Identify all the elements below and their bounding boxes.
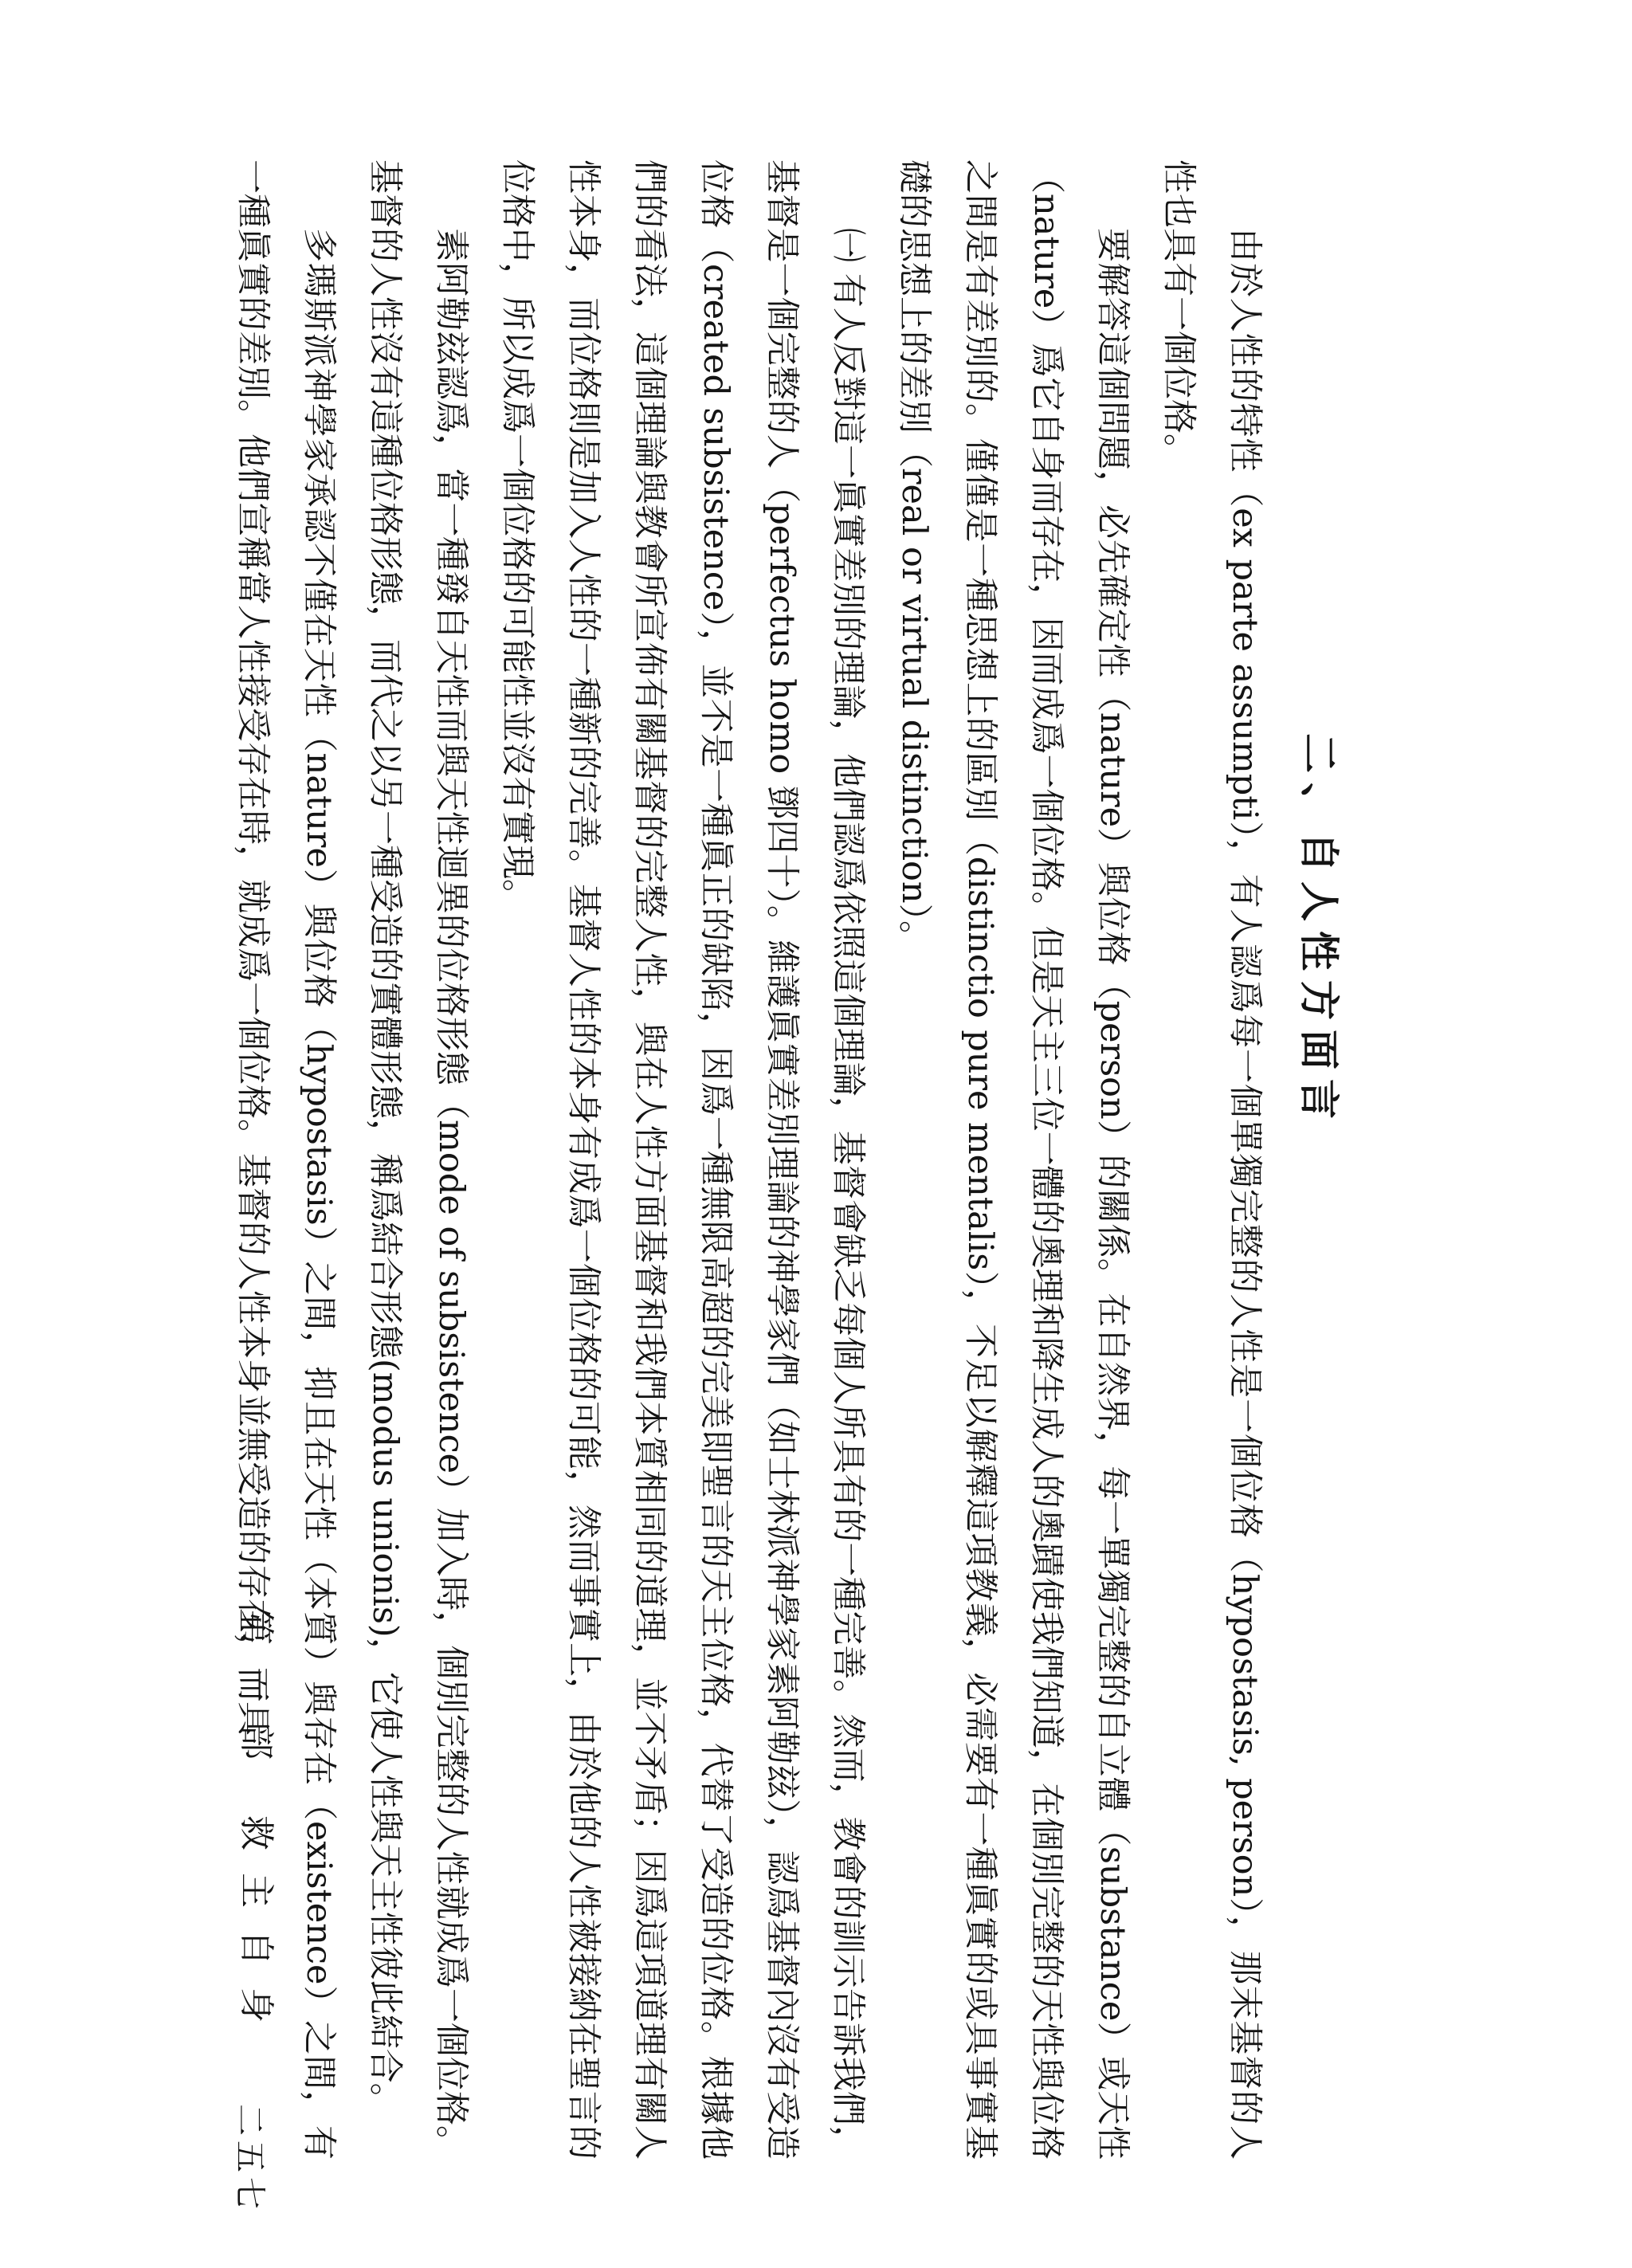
page-number xyxy=(227,2104,315,2214)
page-number-text: 二五七 xyxy=(231,2104,268,2214)
paragraph: 由於人性的特性（ex parte assumpti），有人認爲每一個單獨完整的人性是一個位格（hypostasis, person），那末基督的人性也具有一個位格。 xyxy=(1159,159,1265,2160)
paragraph: 多瑪斯派神學家承認不僅在天性（nature）與位格（hypostasis）之間，抑且在天性（本質）與存在（existence）之間，有一種眞實的差別。他們宣稱當人性接受存在時，就成爲一個位格。基督的人性本身並無受造的存在，而具 xyxy=(233,159,339,2160)
section-title: 二、自人性方面言 xyxy=(1296,733,1342,1128)
running-head-text: 第一部 救主自身 xyxy=(236,1610,277,2045)
paragraph: 要解答這個問題，必先確定性（nature）與位格（person）的關係。在自然界，每一單獨完整的自立體（substance）或天性（nature）爲它自身而存在，因而成爲一個位格。但是天主三位一體的奧理和降生成人的奧蹟使我們知道，在個別完整的天性與位格之間是有差別的。僅僅是一種思想上的區別（distinctio pure mentalis），不足以解釋這項教義，必需要有一種眞實的或具事實基礎的思想上的差別（real or virtual distinction）。 xyxy=(894,159,1132,2160)
paragraph: ㈠ 有人反對這一眞實差別的理論，他們認爲依照這個理論，基督會缺乏每個人所具有的一種完善。然而，教會的訓示告訴我們，基督是一個完整的人（perfectus homo 鄧四十）。維護眞實差別理論的神學家們（如士林派神學家素阿勒玆），認爲基督內沒有受造位格（created subsistence），並不是一種眞正的缺陷，因爲一種無限高超的完美即聖言的天主位格，代替了受造的位格。根據他們的看法，這個理論與教會所宣佈有關基督的完整人性，與在人性方面基督和我們本質相同的道理，並不矛盾；因爲這項道理有關人性本身，而位格則是加入人性的一種新的完善。基督人性的本身有成爲一個位格的可能，然而事實上，由於他的人性被接納在聖言的位格中，所以成爲一個位格的可能性並沒有實現。 xyxy=(497,159,868,2160)
running-head xyxy=(227,1610,315,2045)
paragraph: 素阿勒玆認爲，當一種發自天性而與天性迴異的位格形態（mode of subsistence）加入時，個別完整的人性就成爲一個位格。基督的人性沒有這種位格形態，而代之以另一種受造的實體形態，稱爲結合形態(modus unionis)，它使人性與天主性彼此結合。 xyxy=(365,159,471,2160)
